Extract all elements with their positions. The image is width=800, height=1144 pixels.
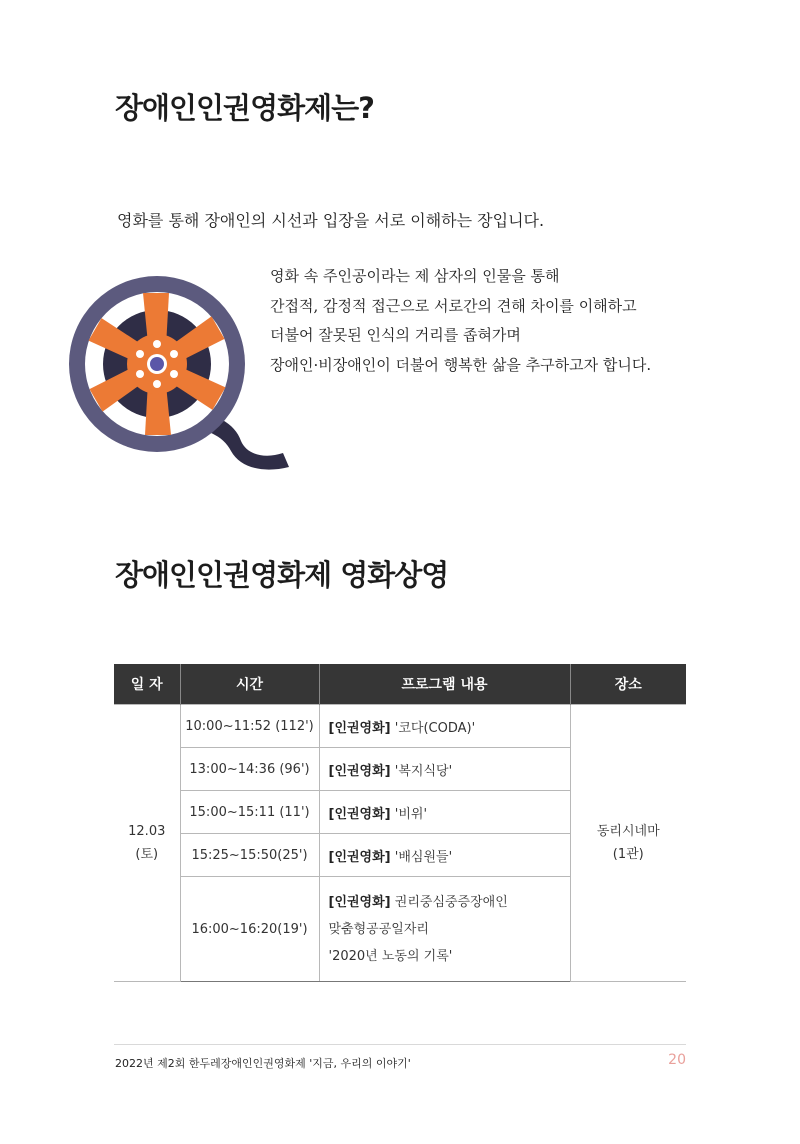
program-title: '복지식당' (394, 763, 453, 779)
date-text: 12.03 (128, 824, 166, 839)
footer-text: 2022년 제2회 한두레장애인인권영화제 '지금, 우리의 이야기' (115, 1057, 411, 1070)
screening-schedule-table (114, 664, 686, 982)
page-number: 20 (668, 1052, 686, 1068)
program-tag: [인권영화] (328, 720, 391, 736)
intro-text: 영화를 통해 장애인의 시선과 입장을 서로 이해하는 장입니다. (117, 211, 545, 230)
venue-name: 동리시네마 (596, 824, 660, 839)
time-cell: 10:00~11:52 (112') (180, 705, 319, 748)
program-cell (319, 705, 570, 748)
header-time: 시간 (180, 664, 319, 705)
description-line: 더불어 잘못된 인식의 거리를 좁혀가며 (270, 326, 521, 344)
program-cell (319, 748, 570, 791)
section-title-screening: 장애인인권영화제 영화상영 (115, 558, 449, 592)
section-title-about: 장애인인권영화제는? (115, 91, 374, 125)
program-title: 권리중심중증장애인 (394, 894, 508, 910)
description-line: 간접적, 감정적 접근으로 서로간의 견해 차이를 이해하고 (270, 296, 637, 315)
program-tag: [인권영화] (328, 849, 391, 865)
table-header-row (114, 664, 686, 705)
venue-cell (570, 705, 686, 982)
weekday-text: (토) (135, 847, 159, 862)
time-cell: 15:25~15:50(25') (180, 834, 319, 877)
program-title: '배심원들' (394, 849, 453, 865)
venue-hall: (1관) (612, 847, 644, 862)
header-venue: 장소 (570, 664, 686, 705)
date-cell (114, 705, 180, 982)
program-title: '2020년 노동의 기록' (328, 948, 453, 964)
time-cell: 16:00~16:20(19') (180, 877, 319, 982)
program-cell (319, 791, 570, 834)
table-row (114, 705, 686, 748)
time-cell: 15:00~15:11 (11') (180, 791, 319, 834)
program-title: '코다(CODA)' (394, 720, 476, 736)
film-reel-icon (65, 273, 301, 473)
header-date: 일 자 (114, 664, 180, 705)
footer-divider (114, 1044, 686, 1045)
program-cell (319, 877, 570, 982)
description-text (270, 262, 651, 380)
program-tag: [인권영화] (328, 763, 391, 779)
description-line: 장애인·비장애인이 더불어 행복한 삶을 추구하고자 합니다. (270, 355, 652, 374)
description-line: 영화 속 주인공이라는 제 삼자의 인물을 통해 (270, 267, 560, 285)
program-title: 맞춤형공공일자리 (328, 921, 429, 937)
time-cell: 13:00~14:36 (96') (180, 748, 319, 791)
program-tag: [인권영화] (328, 894, 391, 910)
header-program: 프로그램 내용 (319, 664, 570, 705)
program-cell (319, 834, 570, 877)
program-tag: [인권영화] (328, 806, 391, 822)
program-title: '비위' (394, 806, 428, 822)
